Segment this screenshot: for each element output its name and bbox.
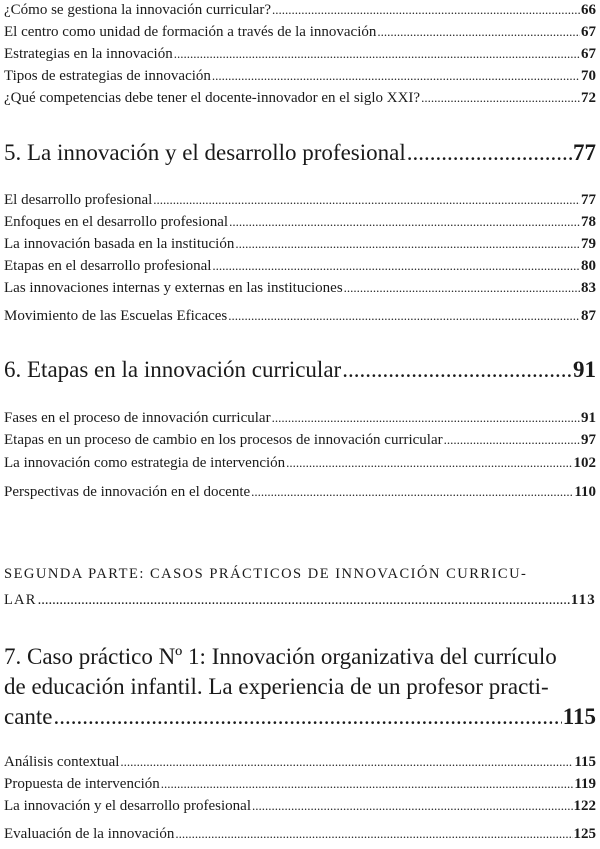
leader-dots: [444, 432, 580, 448]
toc-entry-page: 115: [574, 754, 596, 770]
toc-entry: [4, 798, 596, 815]
leader-dots: [344, 280, 580, 296]
leader-dots: [161, 776, 574, 792]
toc-entry-label: El desarrollo profesional: [4, 192, 153, 208]
leader-dots: [228, 308, 580, 324]
leader-dots: [421, 90, 580, 106]
toc-entry-label: Etapas en el desarrollo profesional: [4, 258, 212, 274]
toc-entry-page: 87: [581, 308, 596, 324]
toc-entry-label: ¿Cómo se gestiona la innovación curricular?: [4, 2, 271, 18]
toc-entry: [4, 432, 596, 449]
toc-entry-label: Propuesta de intervención: [4, 776, 160, 792]
chapter-page: 115: [562, 704, 596, 729]
leader-dots: [38, 592, 570, 609]
toc-entry-label: Movimiento de las Escuelas Eficaces: [4, 308, 228, 324]
toc-entry-page: 91: [581, 410, 596, 426]
leader-dots: [272, 410, 580, 426]
leader-dots: [235, 236, 580, 252]
chapter-page: 77: [573, 140, 596, 165]
toc-entry-label: Etapas en un proceso de cambio en los procesos de innovación curricular: [4, 432, 443, 448]
leader-dots: [212, 68, 580, 84]
toc-entry-label: Fases en el proceso de innovación curricular: [4, 410, 271, 426]
toc-entry-label: Las innovaciones internas y externas en las instituciones: [4, 280, 343, 296]
toc-entry-page: 119: [574, 776, 596, 792]
toc-entry: [4, 484, 596, 501]
leader-dots: [252, 798, 572, 814]
toc-entry: [4, 258, 596, 275]
toc-entry: [4, 236, 596, 253]
toc-entry-page: 125: [573, 826, 596, 842]
toc-entry: [4, 826, 596, 843]
leader-dots: [153, 192, 580, 208]
toc-entry-label: La innovación basada en la institución: [4, 236, 235, 252]
toc-entry: [4, 90, 596, 107]
toc-entry-label: El centro como unidad de formación a través de la innovación: [4, 24, 377, 40]
part-heading-line1: SEGUNDA PARTE: CASOS PRÁCTICOS DE INNOVACIÓN CURRICU-: [4, 566, 528, 582]
toc-entry: [4, 776, 596, 793]
leader-dots: [272, 2, 580, 18]
toc-entry: [4, 410, 596, 427]
chapter-page: 91: [573, 357, 596, 382]
toc-entry-label: Perspectivas de innovación en el docente: [4, 484, 251, 500]
toc-entry-page: 83: [581, 280, 596, 296]
toc-entry-page: 72: [581, 90, 596, 106]
part-heading-label: LAR: [4, 592, 37, 608]
chapter-title-line3: cante: [4, 704, 53, 729]
toc-entry: [4, 2, 596, 19]
leader-dots: [286, 455, 572, 471]
leader-dots: [407, 140, 572, 166]
toc-entry: [4, 754, 596, 771]
toc-entry-label: Estrategias en la innovación: [4, 46, 173, 62]
toc-entry-page: 77: [581, 192, 596, 208]
toc-entry-page: 110: [574, 484, 596, 500]
toc-entry: [4, 46, 596, 63]
toc-entry: [4, 214, 596, 231]
toc-entry-page: 102: [573, 455, 596, 471]
toc-entry: [4, 192, 596, 209]
chapter-title: 5. La innovación y el desarrollo profesional: [4, 140, 406, 165]
toc-entry: [4, 455, 596, 472]
toc-entry-page: 80: [581, 258, 596, 274]
toc-entry-label: Tipos de estrategias de innovación: [4, 68, 211, 84]
part-heading-line2: [4, 592, 596, 609]
leader-dots: [175, 826, 572, 842]
chapter-heading: [4, 357, 596, 383]
leader-dots: [120, 754, 573, 770]
leader-dots: [251, 484, 573, 500]
toc-entry-label: Análisis contextual: [4, 754, 120, 770]
toc-entry-label: La innovación como estrategia de intervención: [4, 455, 286, 471]
toc-entry: [4, 68, 596, 85]
chapter-heading: [4, 704, 596, 730]
toc-entry-label: ¿Qué competencias debe tener el docente-innovador en el siglo XXI?: [4, 90, 421, 106]
leader-dots: [174, 46, 580, 62]
part-page: 113: [570, 592, 596, 608]
leader-dots: [229, 214, 580, 230]
toc-entry-page: 79: [581, 236, 596, 252]
leader-dots: [212, 258, 580, 274]
toc-entry-page: 67: [581, 46, 596, 62]
toc-entry: [4, 308, 596, 325]
chapter-title-line2: de educación infantil. La experiencia de un profesor practi-: [4, 674, 549, 699]
leader-dots: [342, 357, 572, 383]
toc-entry-page: 122: [573, 798, 596, 814]
toc-entry-page: 67: [581, 24, 596, 40]
toc-entry: [4, 24, 596, 41]
toc-entry-page: 66: [581, 2, 596, 18]
toc-entry-page: 78: [581, 214, 596, 230]
chapter-heading: [4, 140, 596, 166]
toc-entry: [4, 280, 596, 297]
toc-entry-label: La innovación y el desarrollo profesional: [4, 798, 252, 814]
toc-entry-page: 97: [581, 432, 596, 448]
toc-entry-label: Enfoques en el desarrollo profesional: [4, 214, 229, 230]
leader-dots: [377, 24, 580, 40]
leader-dots: [54, 704, 562, 730]
chapter-title-line1: 7. Caso práctico Nº 1: Innovación organizativa del currículo: [4, 644, 557, 669]
chapter-title: 6. Etapas en la innovación curricular: [4, 357, 342, 382]
toc-entry-page: 70: [581, 68, 596, 84]
toc-entry-label: Evaluación de la innovación: [4, 826, 175, 842]
